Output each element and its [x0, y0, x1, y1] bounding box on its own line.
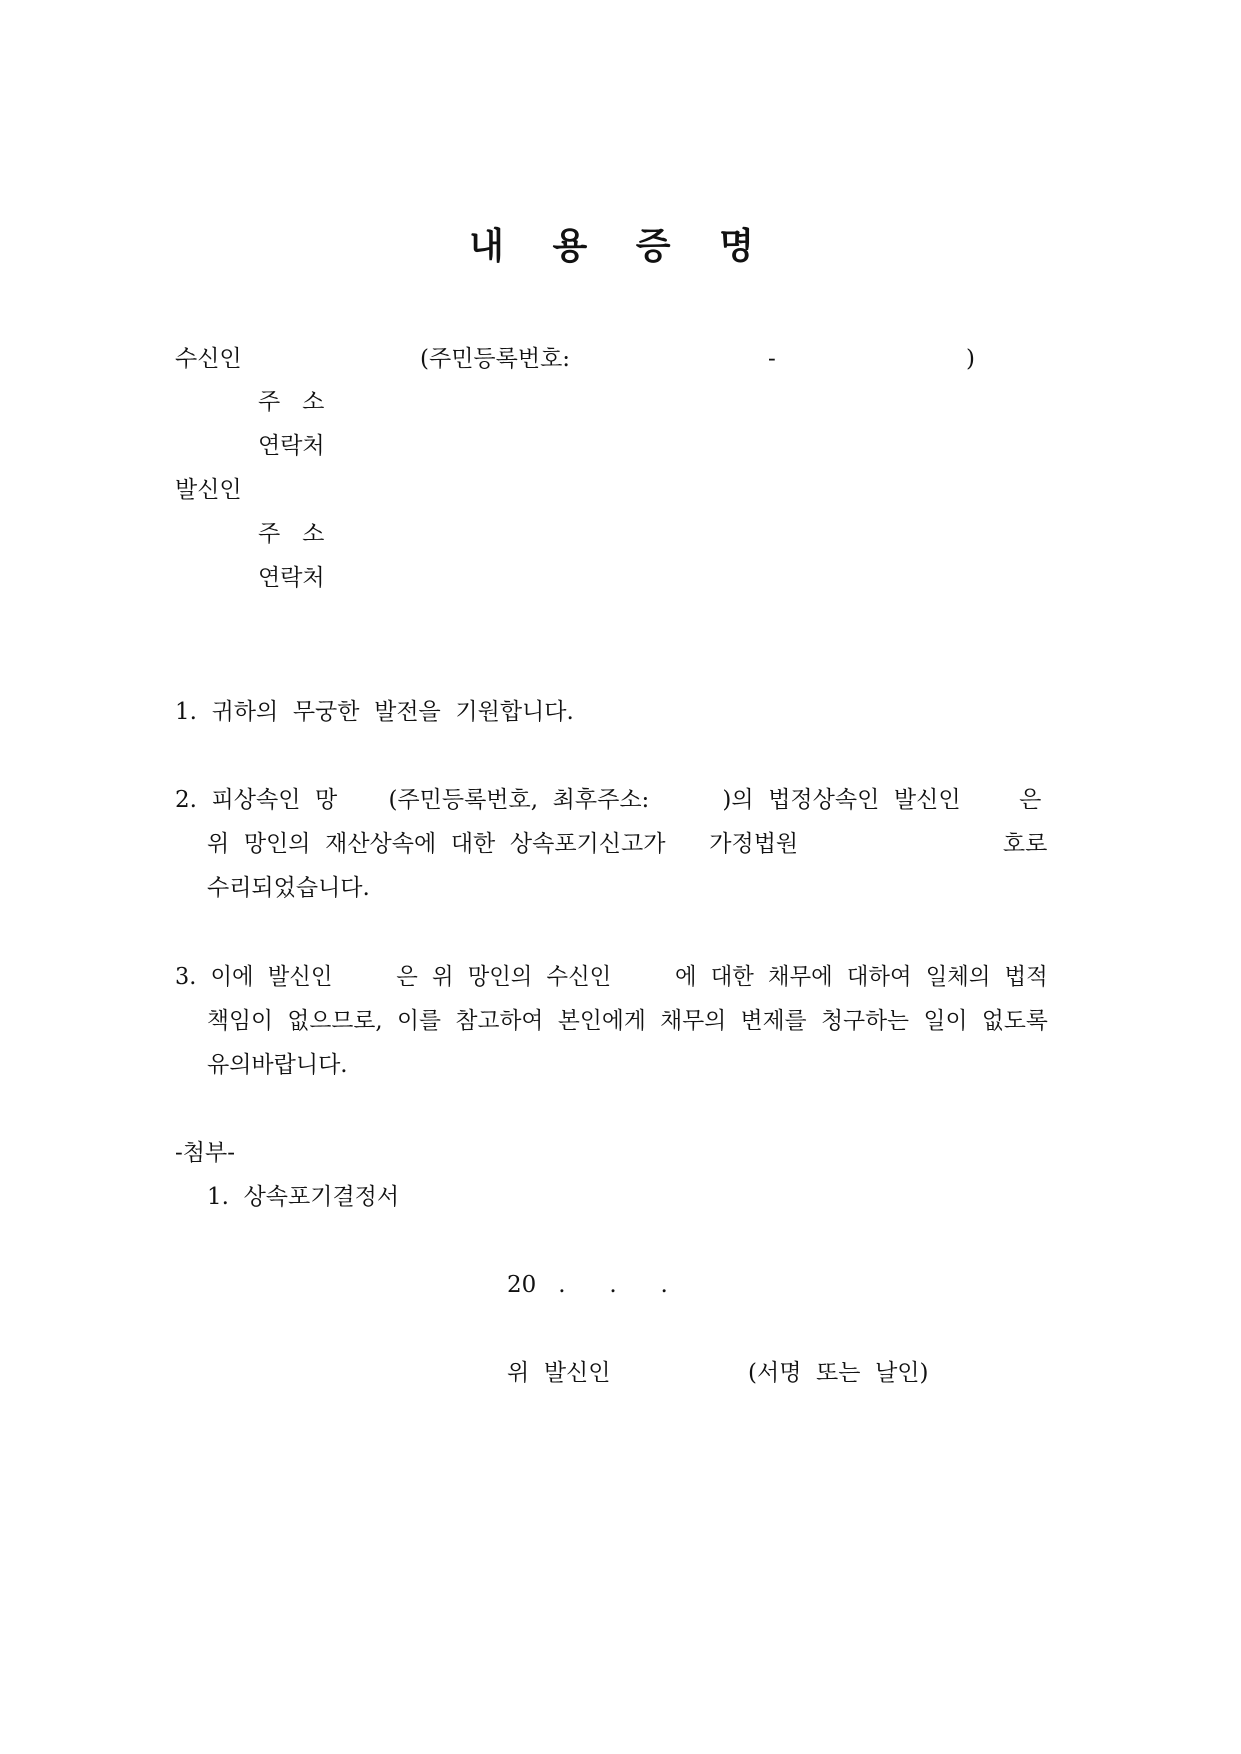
recipient-label: 수신인: [175, 346, 242, 372]
recipient-rrn-label: (주민등록번호:: [420, 346, 571, 372]
document-title: 내 용 증 명: [469, 226, 772, 267]
signature-note: (서명 또는 날인): [748, 1360, 929, 1386]
item-1-line-1: 1. 귀하의 무궁한 발전을 기원합니다.: [175, 699, 574, 725]
item-2-line-1: 2. 피상속인 망 (주민등록번호, 최후주소: )의 법정상속인 발신인 은: [175, 787, 1042, 813]
item-2-line-3: 수리되었습니다.: [207, 875, 370, 901]
date-line: 20 . . .: [507, 1272, 668, 1298]
recipient-address-label: 주 소: [258, 389, 325, 415]
item-3-line-2: 책임이 없으므로, 이를 참고하여 본인에게 채무의 변제를 청구하는 일이 없도록: [207, 1008, 1048, 1034]
attachment-heading: -첨부-: [175, 1140, 235, 1166]
recipient-rrn-dash: -: [768, 346, 776, 372]
sender-contact-label: 연락처: [258, 565, 325, 591]
item-2-line-2: 위 망인의 재산상속에 대한 상속포기신고가 가정법원 호로: [207, 831, 1048, 857]
recipient-rrn-close: ): [966, 346, 975, 372]
item-3-line-1: 3. 이에 발신인 은 위 망인의 수신인 에 대한 채무에 대하여 일체의 법적: [175, 964, 1048, 990]
item-3-line-3: 유의바랍니다.: [207, 1052, 348, 1078]
signature-sender-label: 위 발신인: [507, 1360, 611, 1386]
attachment-item: 1. 상속포기결정서: [207, 1184, 400, 1210]
recipient-contact-label: 연락처: [258, 433, 325, 459]
sender-address-label: 주 소: [258, 521, 325, 547]
sender-label: 발신인: [175, 477, 242, 503]
